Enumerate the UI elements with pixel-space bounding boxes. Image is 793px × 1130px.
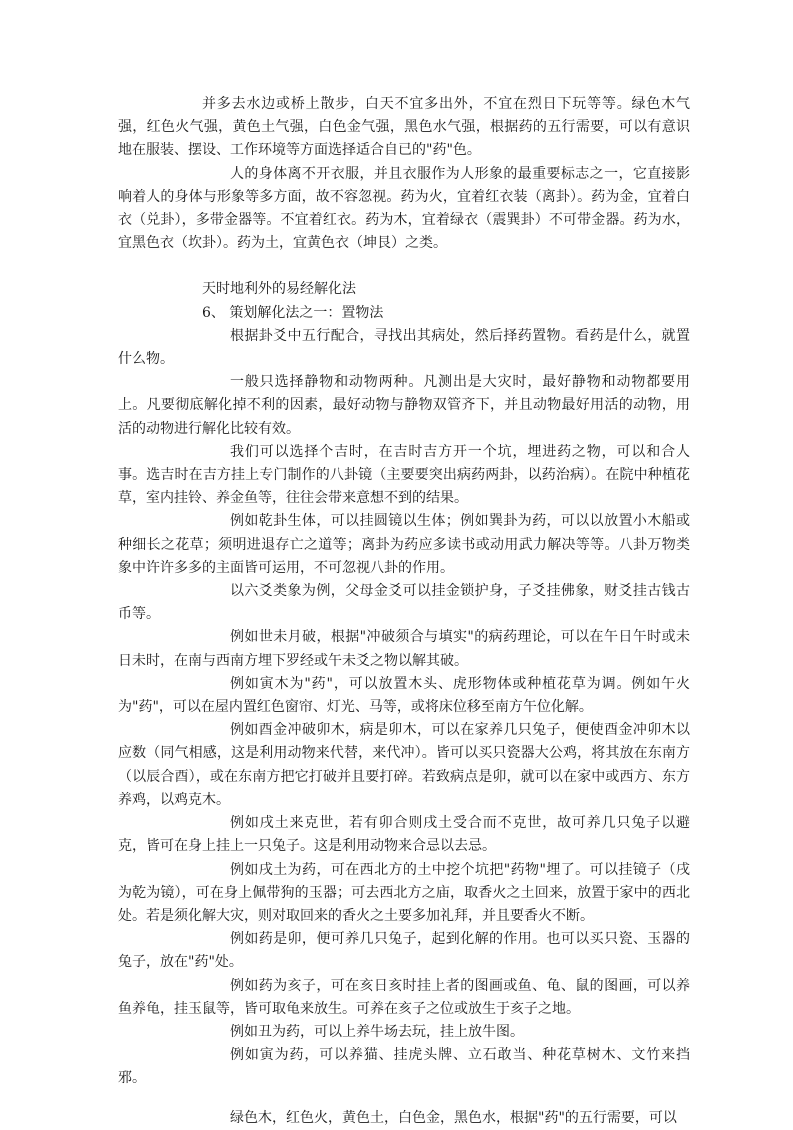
paragraph: 一般只选择静物和动物两种。凡测出是大灾时，最好静物和动物都要用上。凡要彻底解化掉不利的因素，最好动物与静物双管齐下，并且动物最好用活的动物，用活的动物进行解化比较有效。 <box>118 374 690 437</box>
spacer <box>118 1091 690 1107</box>
paragraph: 绿色木，红色火，黄色土，白色金，黑色水，根据"药"的五行需要，可以 <box>230 1109 677 1126</box>
paragraph: 根据卦爻中五行配合，寻找出其病处，然后择药置物。看药是什么，就置什么物。 <box>118 327 690 368</box>
paragraph: 例如戌土来克世，若有卯合则戌土受合而不克世，故可养几只兔子以避克，皆可在身上挂上一只兔子。这是利用动物来合忌以去忌。 <box>118 815 690 855</box>
paragraph: 例如寅为药，可以养猫、挂虎头牌、立石敢当、种花草树木、文竹来挡邪。 <box>118 1047 690 1087</box>
section-heading: 天时地利外的易经解化法 <box>202 281 356 298</box>
paragraph: 例如丑为药，可以上养牛场去玩，挂上放牛图。 <box>230 1023 524 1040</box>
paragraph: 以六爻类象为例，父母金爻可以挂金锁护身，子爻挂佛象，财爻挂古钱古币等。 <box>118 583 690 623</box>
page-body <box>118 93 690 1130</box>
paragraph: 并多去水边或桥上散步，白天不宜多出外，不宜在烈日下玩等等。绿色木气强，红色火气强，黄色土气强，白色金气强，黑色水气强，根据药的五行需要，可以有意识地在服装、摆设、工作环境等方面选择适合自已的"药"色。 <box>118 96 690 159</box>
paragraph: 例如世未月破，根据"冲破须合与填实"的病药理论，可以在午日午时或未日未时，在南与西南方埋下罗经或午未爻之物以解其破。 <box>118 629 690 669</box>
paragraph: 例如乾卦生体，可以挂圆镜以生体；例如巽卦为药，可以以放置小木船或种细长之花草；须明进退存亡之道等；离卦为药应多读书或动用武力解决等等。八卦万物类象中许许多多的主面皆可运用，不可忽视八卦的作用。 <box>118 513 690 576</box>
paragraph: 例如药是卯，便可养几只兔子，起到化解的作用。也可以买只瓷、玉器的兔子，放在"药"处。 <box>118 931 690 971</box>
spacer <box>118 255 690 278</box>
paragraph: 例如戌土为药，可在西北方的土中挖个坑把"药物"埋了。可以挂镜子（戌为乾为镜），可在身上佩带狗的玉器；可去西北方之庙，取香火之土回来，放置于家中的西北处。若是须化解大灾，则对取回来的香火之土要多加礼拜，并且要香火不断。 <box>118 861 690 924</box>
subsection-heading: 6、 策划解化法之一：置物法 <box>202 304 384 321</box>
paragraph: 人的身体离不开衣服，并且衣服作为人形象的最重要标志之一，它直接影响着人的身体与形象等多方面，故不容忽视。药为火，宜着红衣装（离卦）。药为金，宜着白衣（兑卦），多带金器等。不宜着红衣。药为木，宜着绿衣（震巽卦）不可带金器。药为水，宜黑色衣（坎卦）。药为土，宜黄色衣（坤艮）之类。 <box>118 165 690 252</box>
paragraph: 例如药为亥子，可在亥日亥时挂上者的图画或鱼、龟、鼠的图画，可以养鱼养龟，挂玉鼠等，皆可取龟来放生。可养在亥子之位或放生于亥子之地。 <box>118 977 690 1017</box>
paragraph: 我们可以选择个吉时，在吉时吉方开一个坑，埋进药之物，可以和合人事。选吉时在吉方挂上专门制作的八卦镜（主要要突出病药两卦，以药治病）。在院中种植花草，室内挂铃、养金鱼等，往往会带来意想不到的结果。 <box>118 443 690 507</box>
paragraph: 例如寅木为"药"，可以放置木头、虎形物体或种植花草为调。例如午火为"药"，可以在屋内置红色窗帘、灯光、马等，或将床位移至南方午位化解。 <box>118 675 690 716</box>
paragraph: 例如酉金冲破卯木，病是卯木，可以在家养几只兔子，便使酉金冲卯木以应数（同气相感，这是利用动物来代替，来代冲）。皆可以买只瓷器大公鸡，将其放在东南方（以辰合酉），或在东南方把它打破并且要打碎。若致病点是卯，就可以在家中或西方、东方养鸡，以鸡克木。 <box>118 722 690 808</box>
